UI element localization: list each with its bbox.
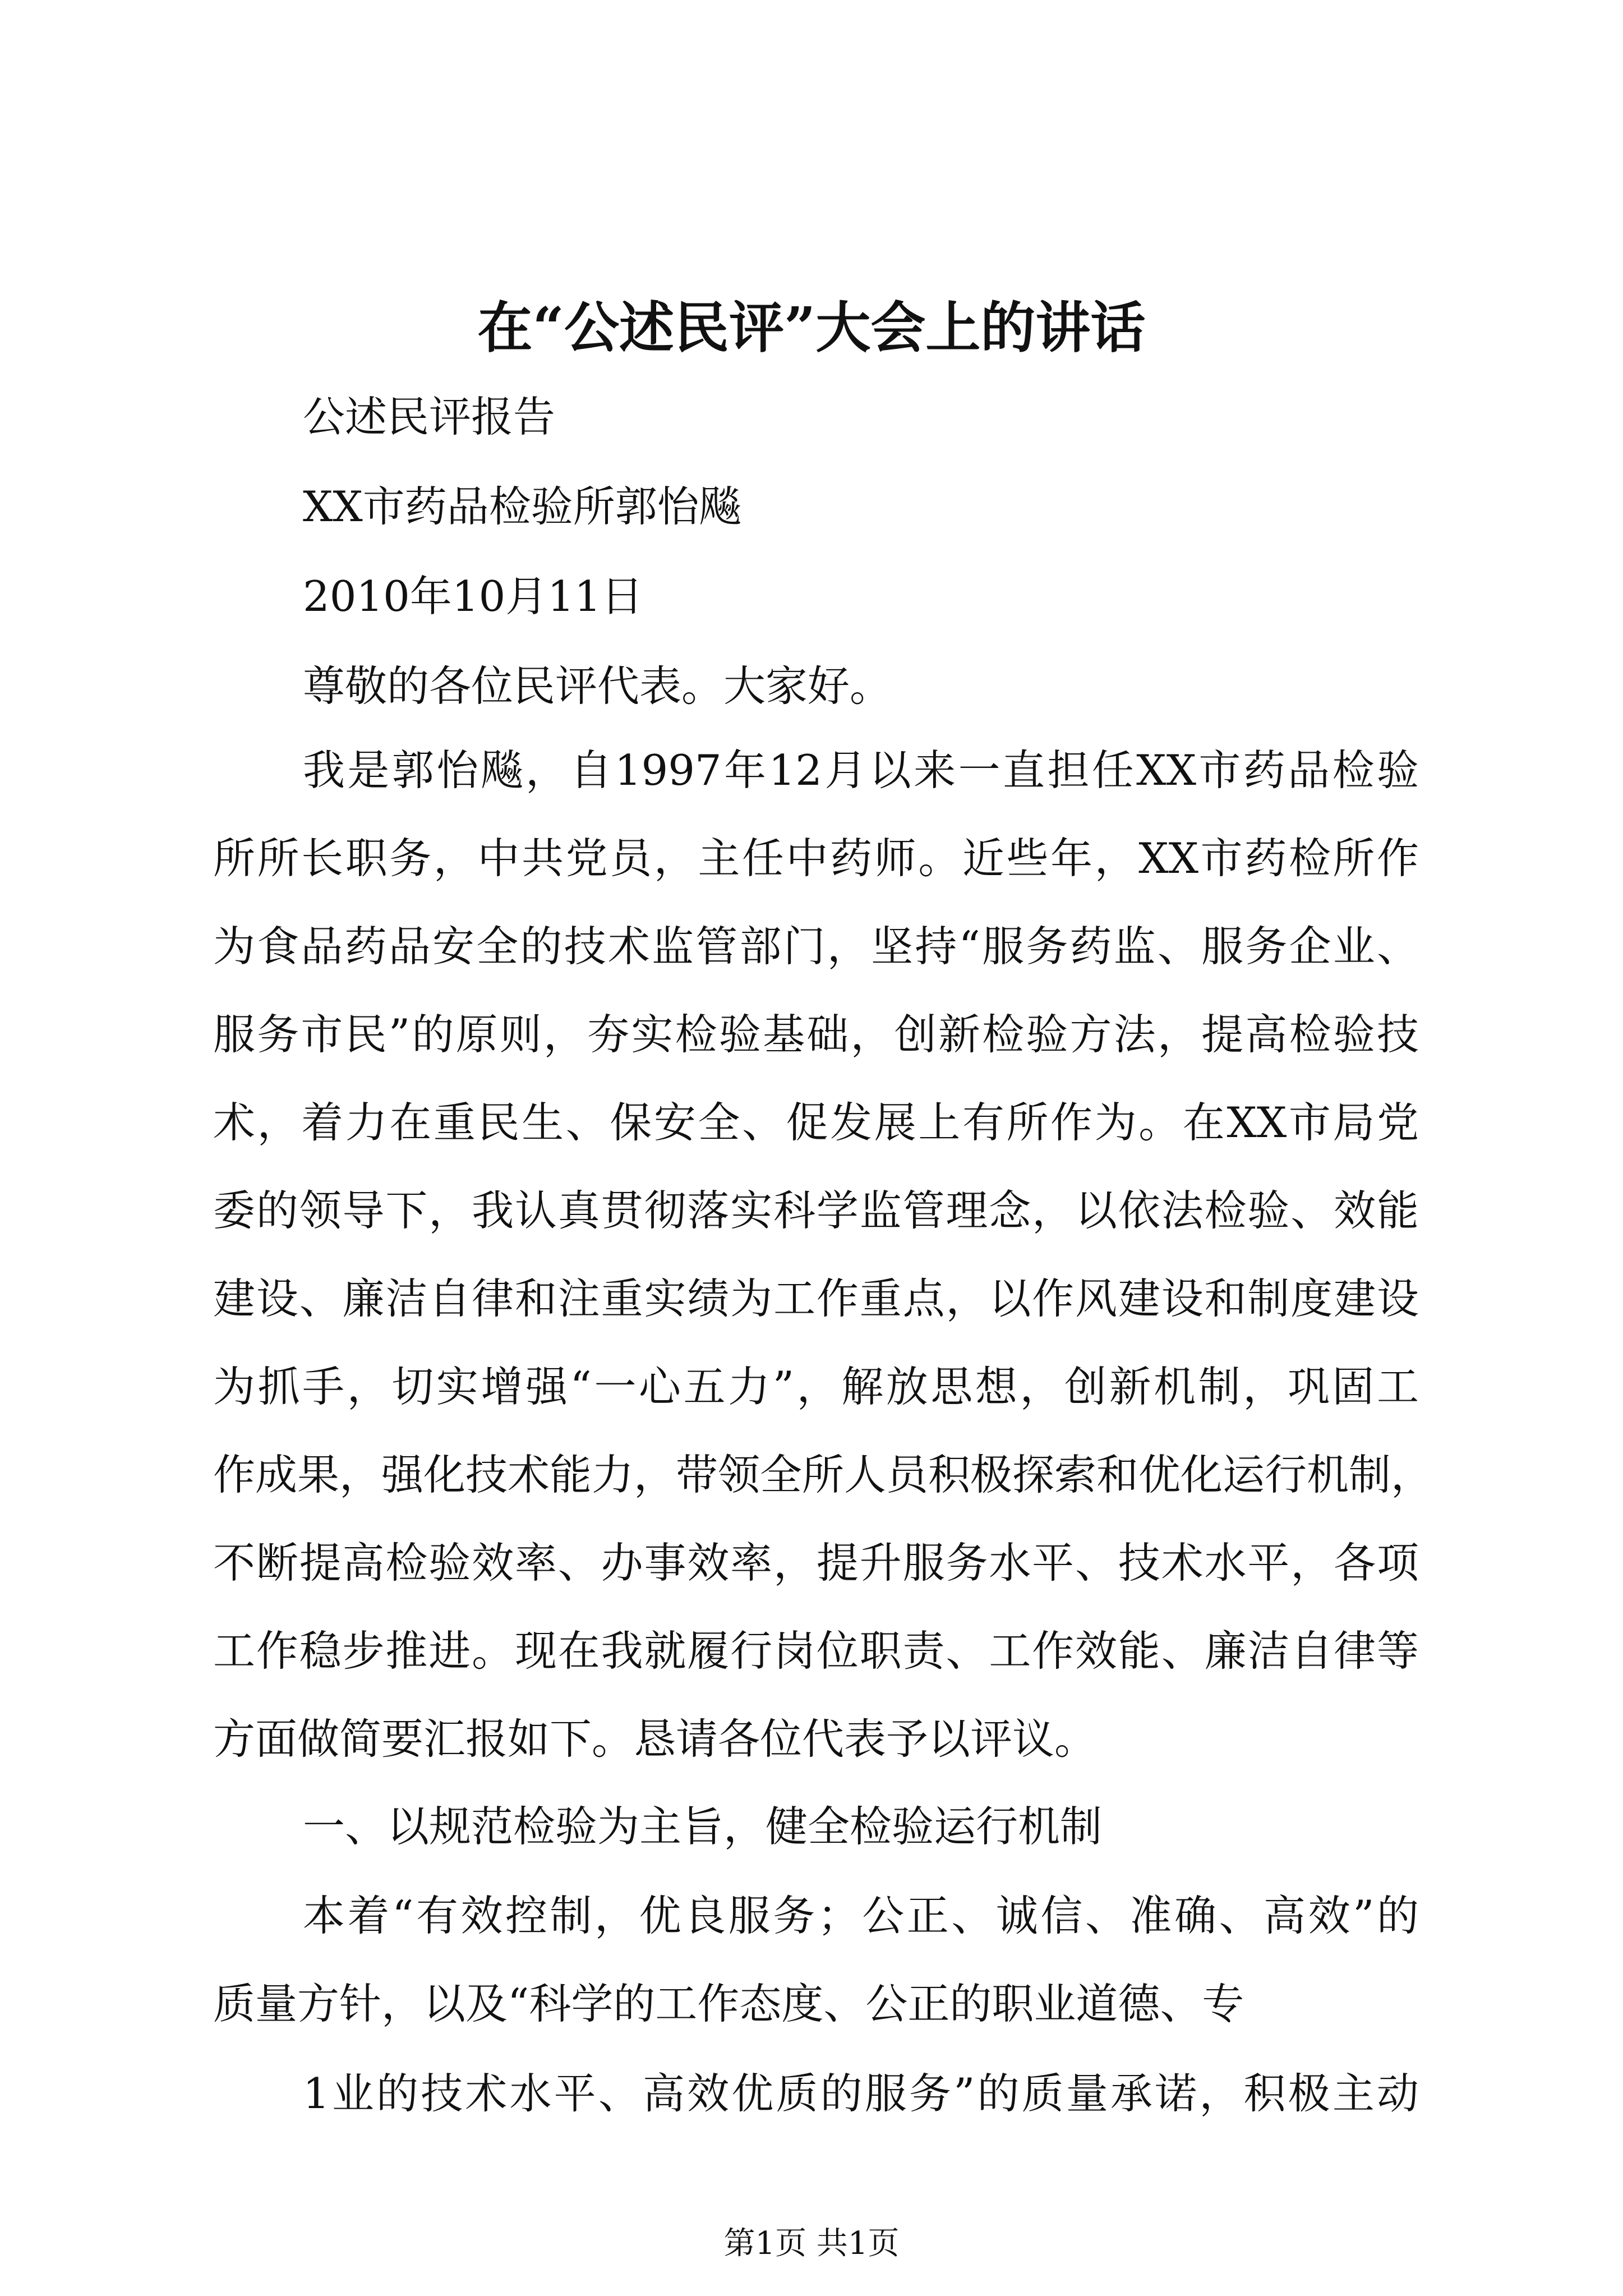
paragraph-line: 委的领导下，我认真贯彻落实科学监管理念，以依法检验、效能 — [213, 1186, 1419, 1235]
paragraph-line: 我是郭怡飚，自1997年12月以来一直担任XX市药品检验 — [303, 746, 1419, 795]
paragraph-line: 为抓手，切实增强“一心五力”，解放思想，创新机制，巩固工 — [213, 1362, 1419, 1411]
paragraph-line: 建设、廉洁自律和注重实绩为工作重点，以作风建设和制度建设 — [213, 1274, 1419, 1323]
page-footer: 第1页 共1页 — [723, 2225, 900, 2262]
paragraph-line: 不断提高检验效率、办事效率，提升服务水平、技术水平，各项 — [213, 1538, 1419, 1588]
paragraph-line: 工作稳步推进。现在我就履行岗位职责、工作效能、廉洁自律等 — [213, 1626, 1419, 1676]
salutation-line: 尊敬的各位民评代表。大家好。 — [303, 661, 892, 711]
paragraph-line: 方面做简要汇报如下。恳请各位代表予以评议。 — [213, 1714, 1097, 1764]
date-line: 2010年10月11日 — [303, 572, 643, 621]
document-title: 在“公述民评”大会上的讲话 — [477, 296, 1146, 360]
section-heading: 一、以规范检验为主旨，健全检验运行机制 — [303, 1802, 1103, 1851]
report-heading: 公述民评报告 — [303, 392, 556, 441]
paragraph-line: 作成果，强化技术能力，带领全所人员积极探索和优化运行机制， — [213, 1450, 1433, 1499]
paragraph-line: 术，着力在重民生、保安全、促发展上有所作为。在XX市局党 — [213, 1098, 1419, 1147]
paragraph-line: 质量方针，以及“科学的工作态度、公正的职业道德、专 — [213, 1979, 1244, 2028]
paragraph-line: 本着“有效控制，优良服务；公正、诚信、准确、高效”的 — [303, 1891, 1419, 1940]
paragraph-line: 1业的技术水平、高效优质的服务”的质量承诺，积极主动 — [303, 2069, 1419, 2118]
paragraph-line: 服务市民”的原则，夯实检验基础，创新检验方法，提高检验技 — [213, 1010, 1419, 1059]
paragraph-line: 所所长职务，中共党员，主任中药师。近些年，XX市药检所作 — [213, 834, 1419, 883]
author-line: XX市药品检验所郭怡飚 — [303, 482, 741, 531]
paragraph-line: 为食品药品安全的技术监管部门，坚持“服务药监、服务企业、 — [213, 922, 1419, 971]
